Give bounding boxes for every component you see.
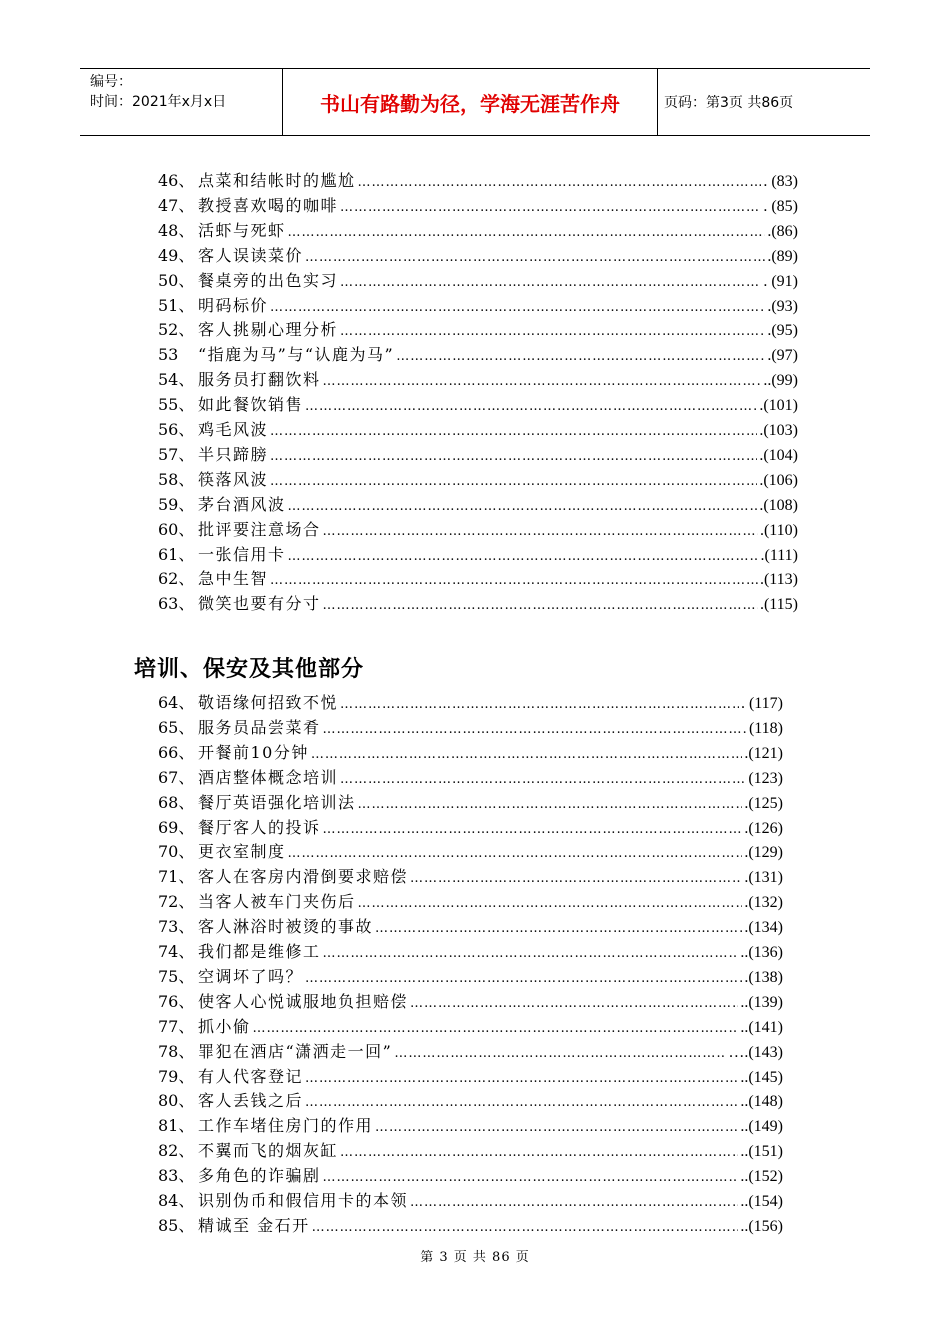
toc-dot-leader: [305, 971, 742, 986]
toc-entry-number: 67、: [158, 767, 195, 787]
toc-entry[interactable]: [158, 914, 783, 938]
toc-entry-number: 76、: [158, 991, 195, 1011]
toc-entry-number: 59、: [158, 494, 195, 514]
toc-entry-title: 客人挑剔心理分析: [198, 320, 339, 340]
toc-entry[interactable]: [158, 442, 798, 466]
toc-entry-number: 64、: [158, 693, 195, 712]
toc-entry-page: . (117): [740, 695, 783, 712]
toc-dot-leader: [394, 1046, 726, 1061]
toc-entry[interactable]: [158, 193, 798, 217]
toc-dot-leader: [340, 697, 739, 712]
toc-entry-title: 工作车堵住房门的作用: [198, 1116, 374, 1136]
toc-entry-title: 更衣室制度: [198, 842, 286, 862]
toc-entry-page: .(103): [759, 422, 798, 439]
toc-entry-title: 识别伪币和假信用卡的本领: [198, 1191, 409, 1210]
toc-entry-title: 一张信用卡: [198, 544, 286, 564]
toc-dot-leader: [396, 349, 765, 364]
toc-entry[interactable]: [158, 542, 798, 566]
toc-entry-page: ..(151): [740, 1143, 783, 1161]
toc-entry-number: 84、: [158, 1191, 195, 1210]
toc-entry[interactable]: [158, 293, 798, 317]
toc-dot-leader: [358, 896, 743, 911]
toc-dot-leader: [410, 871, 742, 886]
toc-entry[interactable]: [158, 492, 798, 516]
toc-entry-title: 开餐前10分钟: [198, 742, 309, 762]
toc-entry-number: 49、: [158, 245, 195, 265]
toc-dot-leader: [288, 225, 766, 240]
toc-entry-page: .(126): [744, 819, 783, 837]
toc-entry-page: ..(99): [763, 372, 798, 390]
toc-dot-leader: [340, 200, 761, 215]
toc-entry-title: 精诚至 金石开: [198, 1215, 310, 1235]
toc-entry-title: 餐厅客人的投诉: [198, 817, 321, 837]
toc-entry-page: ..(141): [740, 1018, 783, 1036]
toc-entry[interactable]: [158, 964, 783, 988]
toc-entry-number: 80、: [158, 1091, 195, 1111]
header-meta: [80, 69, 283, 135]
toc-entry-title: 多角色的诈骗剧: [198, 1166, 321, 1186]
toc-entry-page: ..(145): [740, 1068, 783, 1086]
toc-entry-title: 服务员品尝菜肴: [198, 717, 321, 737]
toc-entry[interactable]: [158, 1213, 783, 1237]
toc-entry-page: (123): [748, 769, 783, 787]
toc-dot-leader: [305, 1095, 738, 1110]
toc-dot-leader: [323, 1170, 739, 1185]
toc-entry-number: 81、: [158, 1116, 195, 1136]
toc-entry[interactable]: [158, 317, 798, 341]
toc-entry-page: .(129): [744, 844, 783, 862]
toc-entry-title: 当客人被车门夹伤后: [198, 892, 356, 912]
toc-entry-title: 客人在客房内滑倒要求赔偿: [198, 867, 409, 887]
toc-entry-number: 58、: [158, 469, 195, 489]
toc-entry[interactable]: [158, 367, 798, 391]
toc-entry[interactable]: [158, 1064, 783, 1088]
toc-entry[interactable]: [158, 839, 783, 863]
toc-entry[interactable]: [158, 765, 783, 789]
toc-entry-title: 筷落风波: [198, 469, 269, 489]
toc-dot-leader: [270, 573, 758, 588]
toc-dot-leader: [323, 946, 739, 961]
toc-entry-number: 68、: [158, 792, 195, 812]
toc-entry-title: 客人丢钱之后: [198, 1091, 304, 1111]
toc-dot-leader: [288, 499, 758, 514]
toc-entry[interactable]: [158, 218, 798, 242]
toc-entry[interactable]: [158, 889, 783, 913]
toc-dot-leader: [323, 722, 747, 737]
toc-entry-number: 85、: [158, 1215, 195, 1235]
toc-entry-number: 56、: [158, 420, 195, 439]
toc-entry-number: 57、: [158, 444, 195, 464]
toc-entry[interactable]: [158, 1039, 783, 1063]
toc-entry[interactable]: [158, 790, 783, 814]
toc-entry[interactable]: [158, 740, 783, 764]
toc-entry[interactable]: [158, 1188, 783, 1212]
toc-dot-leader: [340, 324, 765, 339]
toc-entry-page: .(134): [744, 919, 783, 937]
toc-entry-page: ….(143): [728, 1043, 783, 1061]
toc-entry-number: 53: [158, 345, 179, 365]
toc-dot-leader: [340, 772, 746, 787]
toc-dot-leader: [312, 1220, 739, 1235]
toc-entry-number: 83、: [158, 1166, 195, 1186]
toc-entry-title: 餐桌旁的出色实习: [198, 270, 339, 290]
toc-entry-number: 55、: [158, 395, 195, 415]
toc-entry-number: 61、: [158, 544, 195, 564]
toc-entry-page: . (91): [763, 272, 798, 290]
toc-entry-number: 63、: [158, 594, 195, 614]
toc-entry-title: 教授喜欢喝的咖啡: [198, 195, 339, 215]
toc-dot-leader: [305, 399, 757, 414]
toc-entry[interactable]: [158, 417, 798, 441]
toc-entry-page: ..(149): [740, 1118, 783, 1136]
toc-dot-leader: [340, 1145, 738, 1160]
toc-entry-page: .(111): [760, 546, 798, 564]
toc-entry-page: .(138): [744, 968, 783, 986]
code-label: 编号：: [90, 74, 132, 90]
toc-entry-number: 71、: [158, 867, 195, 887]
toc-dot-leader: [323, 524, 758, 539]
toc-entry-page: ..(154): [740, 1193, 783, 1210]
page-footer: 第 3 页 共 86 页: [420, 1250, 530, 1265]
toc-entry-page: ..(156): [740, 1217, 783, 1235]
toc-entry-title: 明码标价: [198, 295, 269, 315]
toc-entry-title: 服务员打翻饮料: [198, 370, 321, 390]
toc-entry-page: . (85): [763, 197, 798, 215]
toc-entry[interactable]: [158, 1163, 783, 1187]
toc-entry-page: . (83): [763, 173, 798, 190]
toc-entry-number: 77、: [158, 1016, 195, 1036]
toc-entry-title: 餐厅英语强化培训法: [198, 792, 356, 812]
toc-entry-number: 51、: [158, 295, 195, 315]
toc-entry-title: 微笑也要有分寸: [198, 594, 321, 614]
toc-entry-number: 73、: [158, 917, 195, 937]
toc-entry[interactable]: [158, 864, 783, 888]
toc-entry-number: 78、: [158, 1041, 195, 1061]
toc-entry-title: 不翼而飞的烟灰缸: [198, 1141, 339, 1161]
toc-entry-number: 47、: [158, 195, 195, 215]
toc-dot-leader: [340, 275, 761, 290]
toc-dot-leader: [358, 797, 743, 812]
toc-dot-leader: [270, 424, 757, 439]
toc-entry[interactable]: [158, 939, 783, 963]
toc-entry[interactable]: [158, 243, 798, 267]
toc-entry-title: 如此餐饮销售: [198, 395, 304, 415]
toc-entry-page: .(104): [759, 446, 798, 464]
toc-entry-number: 74、: [158, 942, 195, 961]
toc-dot-leader: [288, 846, 743, 861]
page-header: [80, 68, 870, 136]
toc-dot-leader: [253, 1021, 739, 1036]
section-heading: 培训、保安及其他部分: [134, 657, 365, 682]
toc-entry[interactable]: [158, 1088, 783, 1112]
toc-dot-leader: [323, 598, 758, 613]
toc-entry[interactable]: [158, 715, 783, 739]
toc-entry-number: 79、: [158, 1066, 195, 1086]
toc-entry-page: .(101): [759, 397, 798, 415]
toc-entry-title: 急中生智: [198, 569, 269, 589]
toc-entry-page: .(132): [744, 894, 783, 912]
header-page-info: 页码：第3页 共86页: [664, 95, 794, 111]
toc-entry[interactable]: [158, 815, 783, 839]
toc-entry-title: 有人代客登记: [198, 1066, 304, 1086]
toc-entry-title: 批评要注意场合: [198, 519, 321, 539]
toc-entry-number: 69、: [158, 817, 195, 837]
toc-entry-number: 54、: [158, 370, 195, 390]
toc-entry[interactable]: [158, 1014, 783, 1038]
toc-entry-page: .(131): [744, 869, 783, 887]
toc-entry[interactable]: [158, 268, 798, 292]
toc-dot-leader: [270, 449, 757, 464]
toc-entry-number: 75、: [158, 966, 195, 986]
toc-entry-title: 抓小偷: [198, 1016, 251, 1036]
toc-entry-title: “指鹿为马”与“认鹿为马”: [198, 345, 395, 365]
toc-entry-page: .(125): [744, 794, 783, 812]
toc-entry-title: 敬语缘何招致不悦: [198, 693, 339, 712]
toc-entry[interactable]: [158, 690, 783, 714]
toc-entry-page: .(108): [759, 496, 798, 514]
toc-entry-title: 客人淋浴时被烫的事故: [198, 917, 374, 937]
toc-entry-number: 48、: [158, 220, 195, 240]
toc-dot-leader: [358, 175, 762, 190]
toc-entry-page: ..(136): [740, 944, 783, 961]
toc-entry-title: 半只蹄膀: [198, 444, 269, 464]
toc-entry-page: .(95): [767, 322, 798, 340]
toc-dot-leader: [270, 474, 757, 489]
toc-entry[interactable]: [158, 1138, 783, 1162]
toc-entry-number: 62、: [158, 569, 195, 589]
toc-entry-page: .(115): [759, 596, 798, 614]
toc-dot-leader: [305, 250, 765, 265]
toc-entry-title: 酒店整体概念培训: [198, 767, 339, 787]
toc-entry[interactable]: [158, 342, 798, 366]
toc-entry-page: .(97): [767, 347, 798, 365]
toc-dot-leader: [311, 747, 742, 762]
toc-dot-leader: [410, 1195, 738, 1210]
toc-entry-number: 50、: [158, 270, 195, 290]
toc-entry-title: 鸡毛风波: [198, 420, 269, 439]
toc-dot-leader: [305, 1071, 738, 1086]
toc-dot-leader: [375, 1120, 738, 1135]
toc-entry-page: .(113): [759, 571, 798, 589]
toc-dot-leader: [270, 300, 765, 315]
toc-entry-title: 点菜和结帐时的尴尬: [198, 171, 356, 190]
toc-entry-title: 我们都是维修工: [198, 942, 321, 961]
toc-entry-number: 65、: [158, 717, 195, 737]
toc-entry-page: ..(152): [740, 1168, 783, 1186]
toc-entry-title: 罪犯在酒店“潇洒走一回”: [198, 1041, 393, 1061]
toc-entry-page: .(86): [767, 222, 798, 240]
time-label: 时间：2021年x月x日: [90, 94, 227, 110]
toc-entry-page: ..(139): [740, 993, 783, 1011]
toc-entry[interactable]: [158, 467, 798, 491]
toc-entry[interactable]: [158, 517, 798, 541]
toc-entry-number: 72、: [158, 892, 195, 912]
toc-entry-number: 66、: [158, 742, 195, 762]
toc-entry-number: 46、: [158, 171, 195, 190]
toc-dot-leader: [288, 549, 759, 564]
toc-dot-leader: [410, 996, 738, 1011]
toc-entry-page: .(89): [767, 247, 798, 265]
toc-entry-page: .(110): [759, 521, 798, 539]
toc-entry-page: ..(148): [740, 1093, 783, 1111]
toc-entry-page: .(121): [744, 744, 783, 762]
header-motto: 书山有路勤为径，学海无涯苦作舟: [283, 69, 658, 135]
toc-dot-leader: [323, 822, 743, 837]
toc-entry-number: 60、: [158, 519, 195, 539]
toc-entry[interactable]: [158, 1113, 783, 1137]
toc-dot-leader: [375, 921, 742, 936]
toc-entry-number: 52、: [158, 320, 195, 340]
toc-entry-title: 空调坏了吗？: [198, 966, 304, 986]
toc-entry[interactable]: [158, 989, 783, 1013]
toc-entry[interactable]: [158, 591, 798, 615]
toc-dot-leader: [323, 374, 762, 389]
toc-entry[interactable]: [158, 168, 798, 192]
toc-entry-page: (118): [748, 719, 783, 737]
toc-entry-page: .(93): [767, 297, 798, 315]
toc-entry-title: 茅台酒风波: [198, 494, 286, 514]
toc-entry[interactable]: [158, 392, 798, 416]
toc-entry-title: 使客人心悦诚服地负担赔偿: [198, 991, 409, 1011]
toc-entry-number: 82、: [158, 1141, 195, 1161]
toc-entry[interactable]: [158, 566, 798, 590]
toc-entry-title: 活虾与死虾: [198, 220, 286, 240]
toc-entry-title: 客人误读菜价: [198, 245, 304, 265]
toc-entry-page: .(106): [759, 471, 798, 489]
toc-entry-number: 70、: [158, 842, 195, 862]
